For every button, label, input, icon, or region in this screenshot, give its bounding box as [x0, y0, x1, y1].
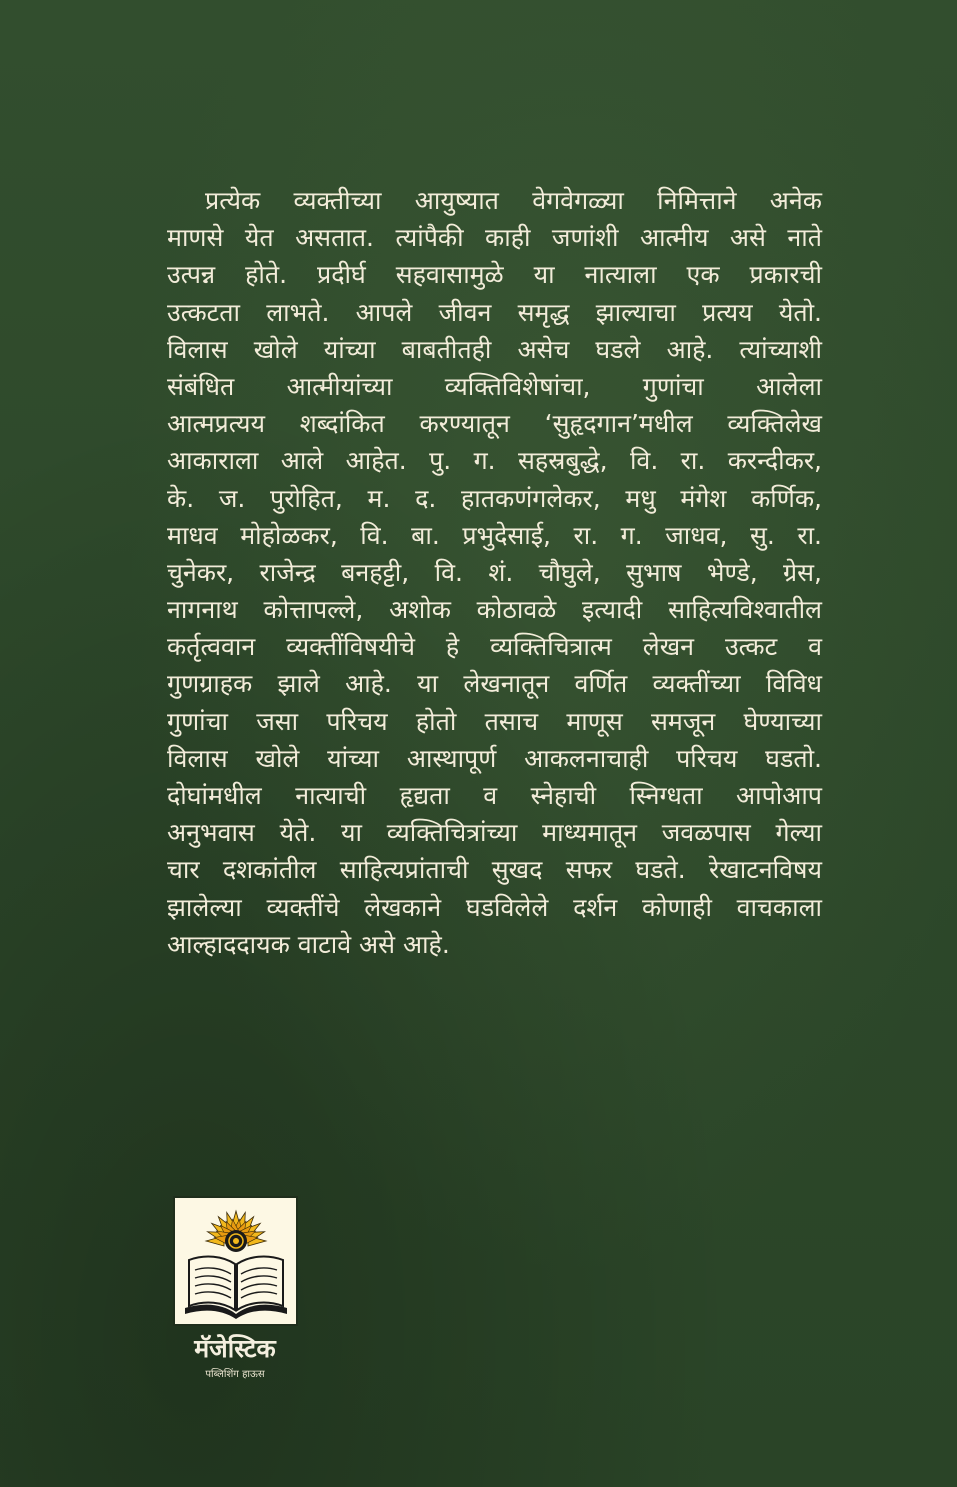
blurb-line: विलास खोले यांच्या आस्थापूर्ण आकलनाचाही परिचय घडतो. — [167, 743, 822, 773]
blurb-line: के. ज. पुरोहित, म. द. हातकणंगलेकर, मधु मंगेश कर्णिक, — [167, 483, 822, 513]
blurb-line: संबंधित आत्मीयांच्या व्यक्तिविशेषांचा, गुणांचा आलेला — [167, 371, 822, 401]
blurb-line: विलास खोले यांच्या बाबतीतही असेच घडले आहे. त्यांच्याशी — [167, 334, 822, 364]
blurb-line: आल्हाददायक वाटावे असे आहे. — [167, 929, 450, 959]
blurb-line: प्रत्येक व्यक्तीच्या आयुष्यात वेगवेगळ्या निमित्ताने अनेक — [205, 186, 822, 215]
blurb-line: गुणग्राहक झाले आहे. या लेखनातून वर्णित व्यक्तींच्या विविध — [167, 669, 822, 699]
publisher-logo — [173, 1196, 298, 1326]
blurb-line: चार दशकांतील साहित्यप्रांताची सुखद सफर घडते. रेखाटनविषय — [167, 855, 822, 885]
blurb-line: नागनाथ कोत्तापल्ले, अशोक कोठावळे इत्यादी साहित्यविश्वातील — [167, 595, 822, 625]
blurb-line: उत्कटता लाभते. आपले जीवन समृद्ध झाल्याचा प्रत्यय येतो. — [167, 297, 822, 327]
blurb-line: आत्मप्रत्यय शब्दांकित करण्यातून ‘सुहृदगान’मधील व्यक्तिलेख — [167, 409, 822, 439]
blurb-line: माधव मोहोळकर, वि. बा. प्रभुदेसाई, रा. ग. जाधव, सु. रा. — [167, 520, 822, 550]
blurb-line: कर्तृत्ववान व्यक्तींविषयीचे हे व्यक्तिचित्रात्म लेखन उत्कट व — [167, 632, 822, 662]
blurb-line: चुनेकर, राजेन्द्र बनहट्टी, वि. शं. चौघुले, सुभाष भेण्डे, ग्रेस, — [167, 557, 822, 587]
blurb-line: माणसे येत असतात. त्यांपैकी काही जणांशी आत्मीय असे नाते — [167, 223, 822, 253]
back-cover-blurb — [167, 182, 822, 963]
publisher-name: मॅजेस्टिक — [194, 1334, 276, 1363]
blurb-line: उत्पन्न होते. प्रदीर्घ सहवासामुळे या नात्याला एक प्रकारची — [167, 260, 822, 290]
blurb-line: आकाराला आले आहेत. पु. ग. सहस्रबुद्धे, वि. रा. करन्दीकर, — [167, 446, 822, 476]
blurb-line: अनुभवास येते. या व्यक्तिचित्रांच्या माध्यमातून जवळपास गेल्या — [167, 818, 822, 848]
blurb-line: गुणांचा जसा परिचय होतो तसाच माणूस समजून घेण्याच्या — [167, 706, 822, 736]
blurb-line: झालेल्या व्यक्तींचे लेखकाने घडविलेले दर्शन कोणाही वाचकाला — [167, 892, 822, 922]
publisher-subtitle: पब्लिशिंग हाऊस — [205, 1369, 265, 1380]
blurb-line: दोघांमधील नात्याची हृद्यता व स्नेहाची स्निग्धता आपोआप — [167, 781, 822, 810]
sunflower-open-book-icon — [175, 1198, 296, 1324]
